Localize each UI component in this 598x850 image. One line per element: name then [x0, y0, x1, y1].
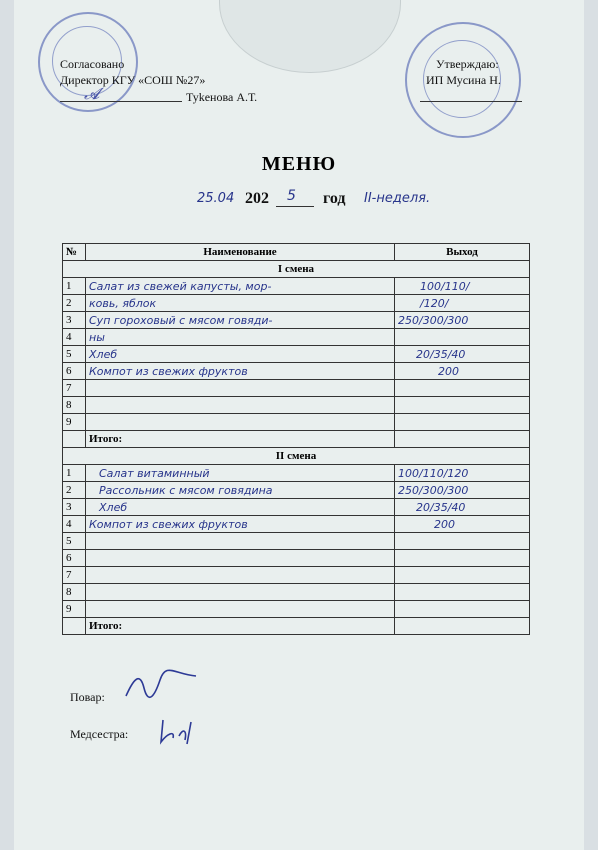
row-number: 6 — [63, 550, 86, 567]
dish-text: ковь, яблок — [89, 296, 157, 310]
approver-signature-line — [420, 101, 522, 102]
output-text: 20/35/40 — [416, 347, 466, 361]
nurse-signature — [157, 716, 207, 746]
dish-text: ны — [89, 330, 105, 344]
date-line — [0, 188, 598, 210]
dish-text: Хлеб — [99, 500, 128, 514]
dish-text: Суп гороховый с мясом говяди- — [89, 313, 273, 327]
director-position: Директор КГУ «СОШ №27» — [60, 73, 206, 87]
dish-name — [86, 567, 395, 584]
row-number: 1 — [63, 465, 86, 482]
shift2-total-value — [395, 618, 530, 635]
dish-name — [86, 278, 395, 295]
output-text: 200 — [434, 517, 455, 531]
table-row — [63, 499, 530, 516]
dish-name — [86, 499, 395, 516]
table-row — [63, 482, 530, 499]
row-number: 8 — [63, 397, 86, 414]
dish-output — [395, 312, 530, 329]
dish-name — [86, 516, 395, 533]
dish-name — [86, 482, 395, 499]
table-row — [63, 346, 530, 363]
output-text: 20/35/40 — [416, 500, 466, 514]
dish-output — [395, 278, 530, 295]
total-blank — [63, 618, 86, 635]
dish-name — [86, 533, 395, 550]
year-word: год — [323, 190, 346, 207]
cook-label: Повар: — [70, 690, 105, 704]
year-underline — [276, 206, 314, 207]
dish-output — [395, 601, 530, 618]
dish-name — [86, 414, 395, 431]
dish-name — [86, 465, 395, 482]
dish-output — [395, 567, 530, 584]
dish-output — [395, 516, 530, 533]
director-name: Туkенова А.Т. — [186, 90, 258, 104]
table-row — [63, 550, 530, 567]
dish-text: Салат витаминный — [99, 466, 210, 480]
year-prefix: 202 — [245, 190, 269, 207]
hand-date: 25.04 — [197, 191, 235, 206]
output-text: 100/110/120 — [398, 466, 469, 480]
table-row — [63, 465, 530, 482]
shift1-total-row — [63, 431, 530, 448]
dish-output — [395, 397, 530, 414]
col-name: Наименование — [86, 244, 395, 261]
dish-text: Компот из свежих фруктов — [89, 364, 248, 378]
director-signature-line — [60, 101, 182, 102]
total-blank — [63, 431, 86, 448]
col-output: Выход — [395, 244, 530, 261]
paper-fold — [219, 0, 401, 73]
table-row — [63, 295, 530, 312]
shift2-total-row — [63, 618, 530, 635]
director-signature: 𝓐 — [84, 84, 100, 103]
table-row — [63, 414, 530, 431]
output-text: 250/300/300 — [398, 483, 469, 497]
shift2-title-row — [63, 448, 530, 465]
dish-output — [395, 346, 530, 363]
approved-label: Утверждаю: — [436, 57, 499, 71]
table-row — [63, 329, 530, 346]
hand-year: 5 — [287, 188, 296, 204]
row-number: 6 — [63, 363, 86, 380]
row-number: 2 — [63, 295, 86, 312]
approver-name: ИП Мусина Н. — [426, 73, 501, 87]
dish-name — [86, 380, 395, 397]
dish-output — [395, 329, 530, 346]
hand-week: II-неделя. — [364, 191, 431, 206]
dish-output — [395, 414, 530, 431]
table-row — [63, 278, 530, 295]
output-text: /120/ — [420, 296, 449, 310]
output-text: 200 — [438, 364, 459, 378]
dish-name — [86, 346, 395, 363]
dish-name — [86, 601, 395, 618]
row-number: 9 — [63, 414, 86, 431]
col-number: № — [63, 244, 86, 261]
row-number: 9 — [63, 601, 86, 618]
row-number: 7 — [63, 567, 86, 584]
dish-name — [86, 295, 395, 312]
shift1-title-row — [63, 261, 530, 278]
page-title: МЕНЮ — [261, 153, 337, 175]
table-row — [63, 397, 530, 414]
table-row — [63, 567, 530, 584]
dish-text: Рассольник с мясом говядина — [99, 483, 273, 497]
row-number: 7 — [63, 380, 86, 397]
dish-text: Салат из свежей капусты, мор- — [89, 279, 272, 293]
agreed-label: Согласовано — [60, 57, 125, 71]
row-number: 3 — [63, 312, 86, 329]
dish-output — [395, 380, 530, 397]
row-number: 2 — [63, 482, 86, 499]
dish-output — [395, 482, 530, 499]
dish-text: Компот из свежих фруктов — [89, 517, 248, 531]
shift1-title: I смена — [63, 261, 530, 278]
row-number: 1 — [63, 278, 86, 295]
row-number: 3 — [63, 499, 86, 516]
table-header — [63, 244, 530, 261]
row-number: 4 — [63, 329, 86, 346]
menu-table — [62, 243, 530, 635]
nurse-label: Медсестра: — [70, 727, 129, 741]
shift2-title: II смена — [63, 448, 530, 465]
shift2-total: Итого: — [86, 618, 395, 635]
dish-name — [86, 550, 395, 567]
cook-signature-mark — [122, 668, 202, 704]
dish-output — [395, 533, 530, 550]
table-row — [63, 363, 530, 380]
row-number: 4 — [63, 516, 86, 533]
dish-output — [395, 584, 530, 601]
shift1-total: Итого: — [86, 431, 395, 448]
dish-output — [395, 499, 530, 516]
dish-text: Хлеб — [89, 347, 118, 361]
dish-output — [395, 295, 530, 312]
table-row — [63, 516, 530, 533]
table-row — [63, 312, 530, 329]
dish-output — [395, 550, 530, 567]
table-row — [63, 584, 530, 601]
dish-output — [395, 465, 530, 482]
dish-name — [86, 363, 395, 380]
cook-signature — [122, 668, 202, 704]
dish-name — [86, 584, 395, 601]
nurse-signature-mark — [157, 716, 207, 746]
shift1-total-value — [395, 431, 530, 448]
row-number: 8 — [63, 584, 86, 601]
row-number: 5 — [63, 533, 86, 550]
table-row — [63, 533, 530, 550]
table-row — [63, 380, 530, 397]
dish-name — [86, 397, 395, 414]
dish-name — [86, 312, 395, 329]
table-row — [63, 601, 530, 618]
dish-name — [86, 329, 395, 346]
dish-output — [395, 363, 530, 380]
row-number: 5 — [63, 346, 86, 363]
output-text: 250/300/300 — [398, 313, 469, 327]
output-text: 100/110/ — [420, 279, 470, 293]
